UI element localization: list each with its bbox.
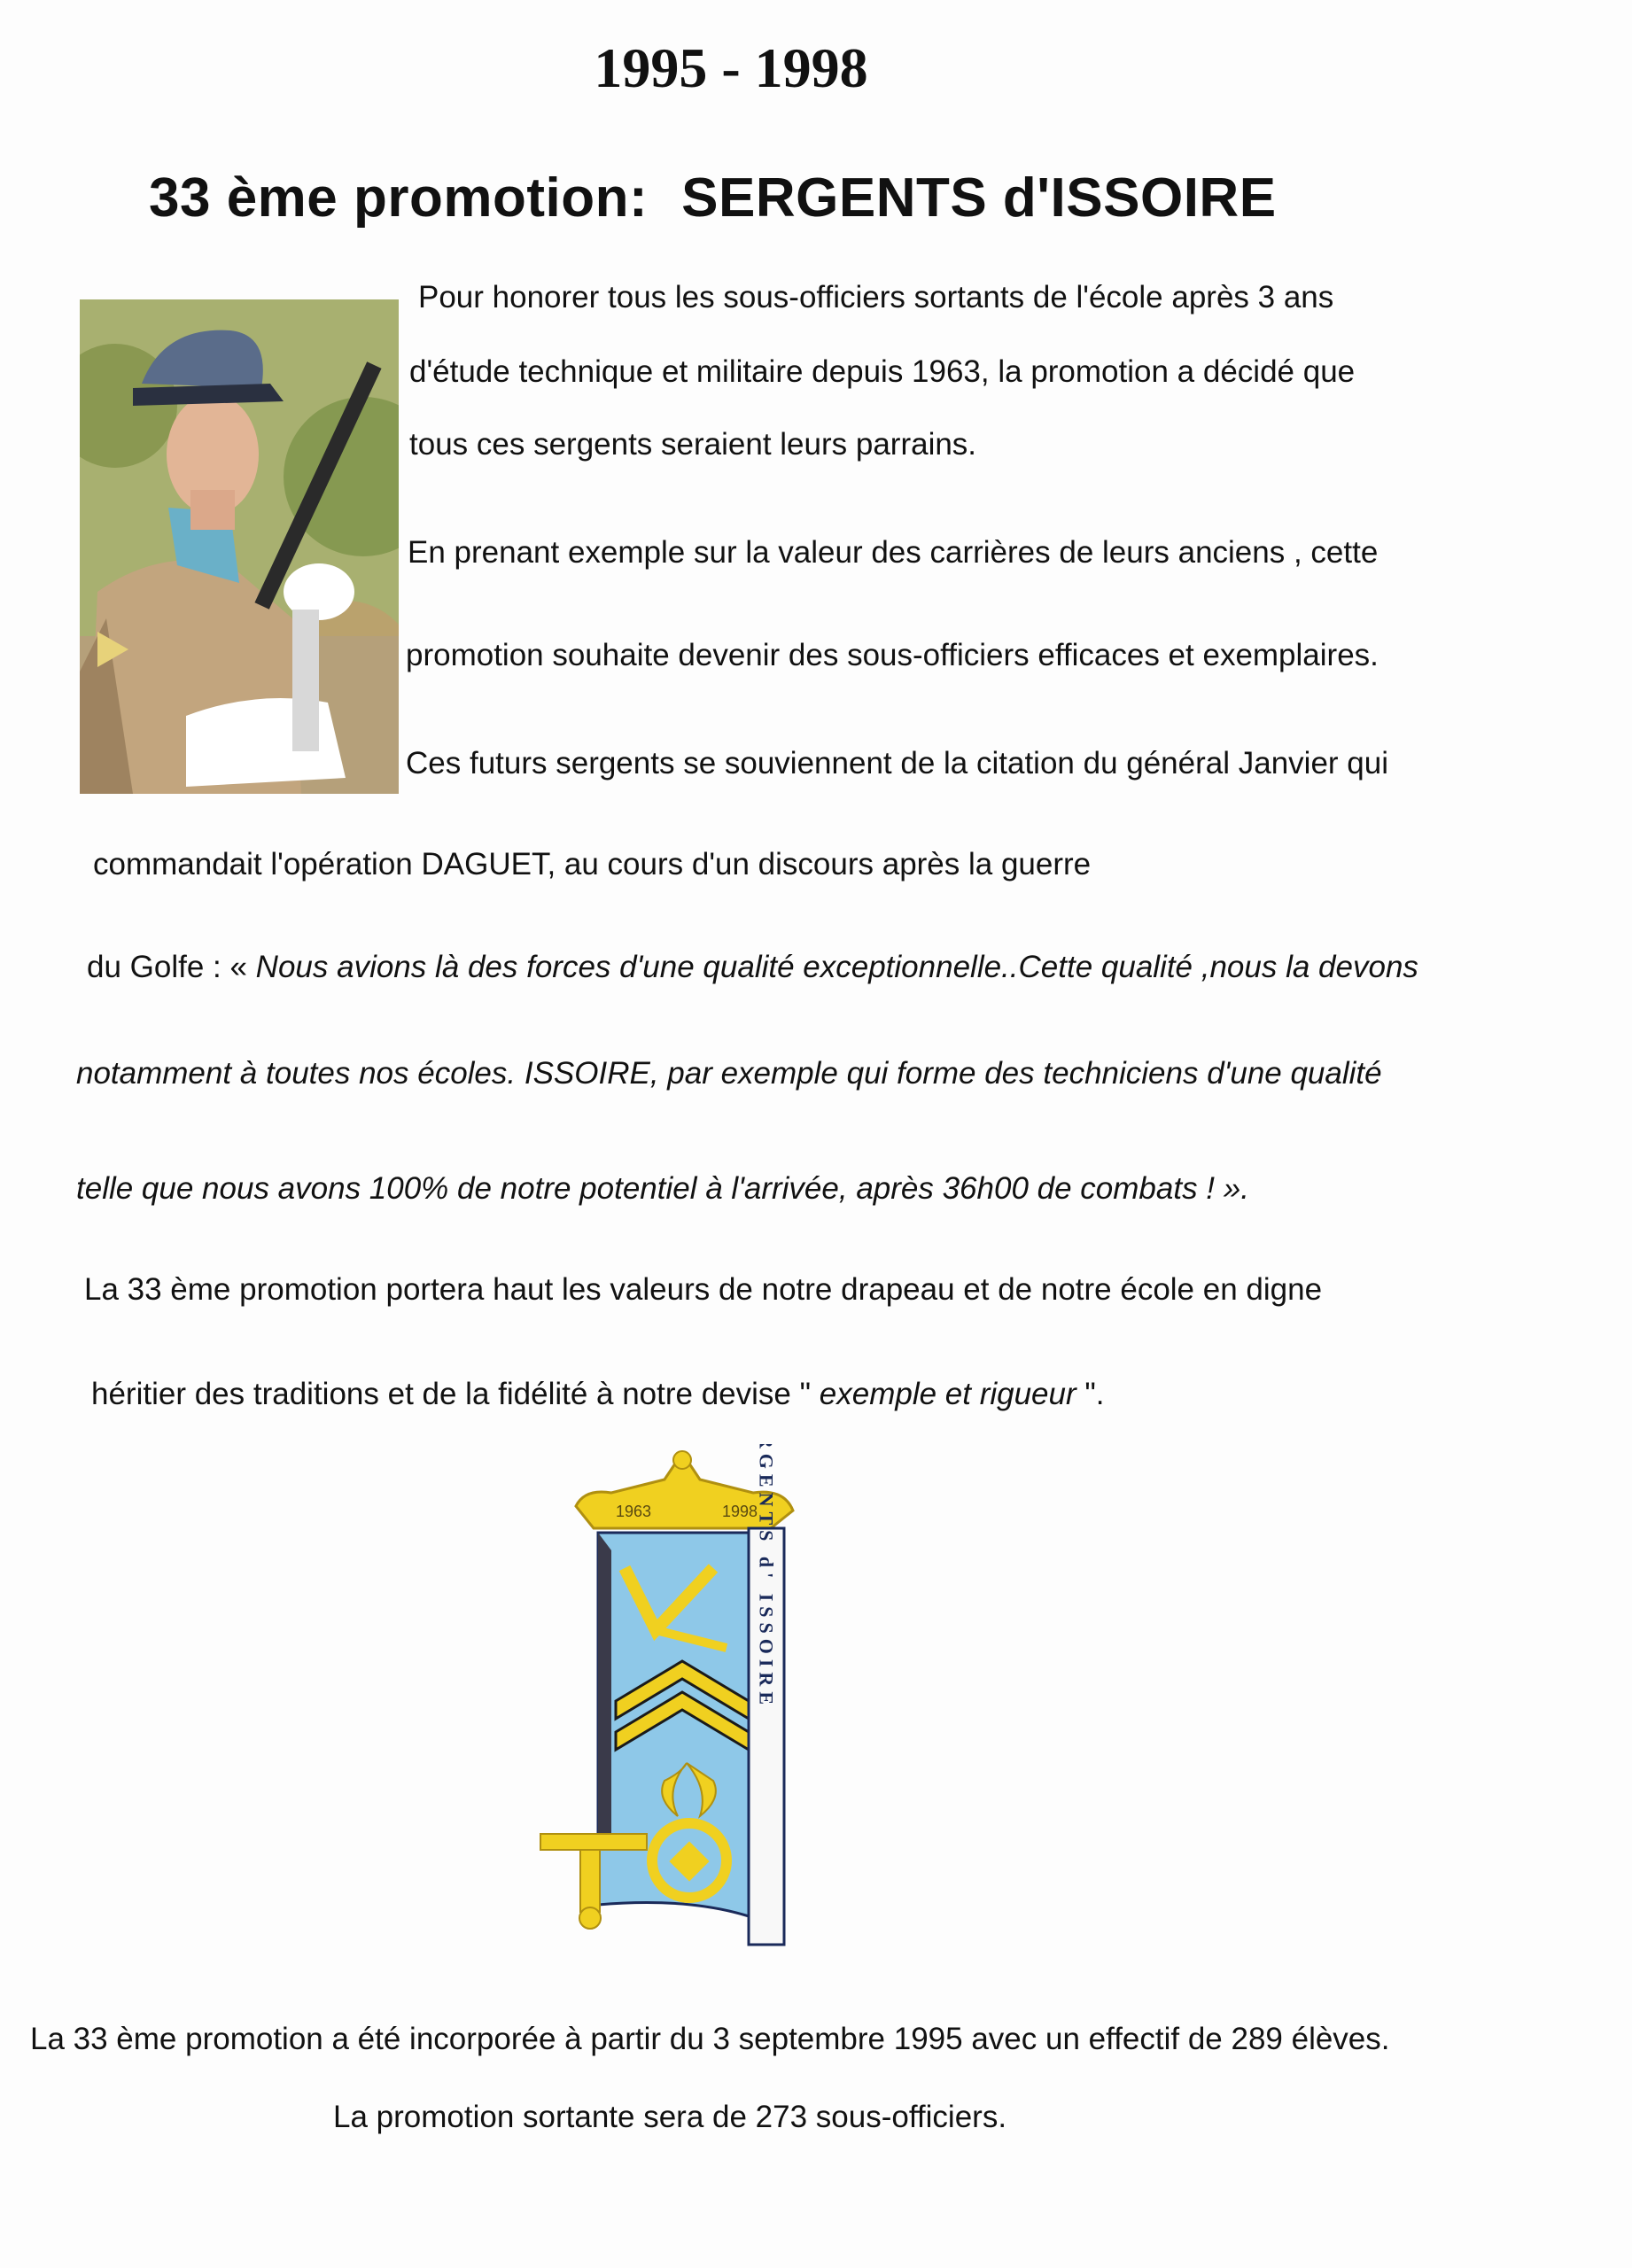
body-line-3: tous ces sergents seraient leurs parrains. — [409, 427, 977, 462]
promotion-insignia — [532, 1444, 824, 1958]
page-title — [149, 167, 1277, 229]
quote-text-1: Nous avions là des forces d'une qualité exceptionnelle..Cette qualité ,nous la devons — [255, 950, 1418, 984]
body-line-4: En prenant exemple sur la valeur des carrières de leurs anciens , cette — [408, 535, 1379, 570]
body-line-1: Pour honorer tous les sous-officiers sortants de l'école après 3 ans — [418, 280, 1334, 315]
page-years: 1995 - 1998 — [594, 36, 868, 99]
body-line-12 — [91, 1377, 1105, 1412]
insignia-year-right: 1998 — [722, 1503, 758, 1520]
footer-line-1: La 33 ème promotion a été incorporée à partir du 3 septembre 1995 avec un effectif de 289 élèves. — [30, 2022, 1390, 2056]
insignia-banner-text: SERGENTS d' ISSOIRE — [755, 1444, 778, 1710]
insignia-year-left: 1963 — [616, 1503, 652, 1520]
body-line-5: promotion souhaite devenir des sous-officiers efficaces et exemplaires. — [406, 638, 1379, 672]
title-promotion: 33 ème promotion: — [149, 167, 649, 229]
quote-text-2: notamment à toutes nos écoles. ISSOIRE, par exemple qui forme des techniciens d'une qualité — [76, 1056, 1382, 1091]
motto-text: exemple et rigueur — [819, 1377, 1076, 1411]
body-line-8 — [87, 950, 1418, 985]
body-line-6: Ces futurs sergents se souviennent de la citation du général Janvier qui — [406, 746, 1388, 781]
quote-text-3: telle que nous avons 100% de notre potentiel à l'arrivée, après 36h00 de combats ! ». — [76, 1171, 1249, 1206]
body-line-11: La 33 ème promotion portera haut les valeurs de notre drapeau et de notre école en digne — [84, 1272, 1323, 1307]
body-line-7: commandait l'opération DAGUET, au cours d'un discours après la guerre — [93, 847, 1092, 882]
quote-intro: du Golfe : « — [87, 950, 256, 984]
title-name: SERGENTS d'ISSOIRE — [681, 167, 1277, 229]
motto-intro: héritier des traditions et de la fidélité à notre devise " — [91, 1377, 820, 1411]
soldier-photo — [80, 299, 399, 794]
body-line-2: d'étude technique et militaire depuis 1963, la promotion a décidé que — [409, 354, 1356, 389]
motto-end: ". — [1076, 1377, 1105, 1411]
footer-line-2: La promotion sortante sera de 273 sous-officiers. — [333, 2100, 1007, 2134]
